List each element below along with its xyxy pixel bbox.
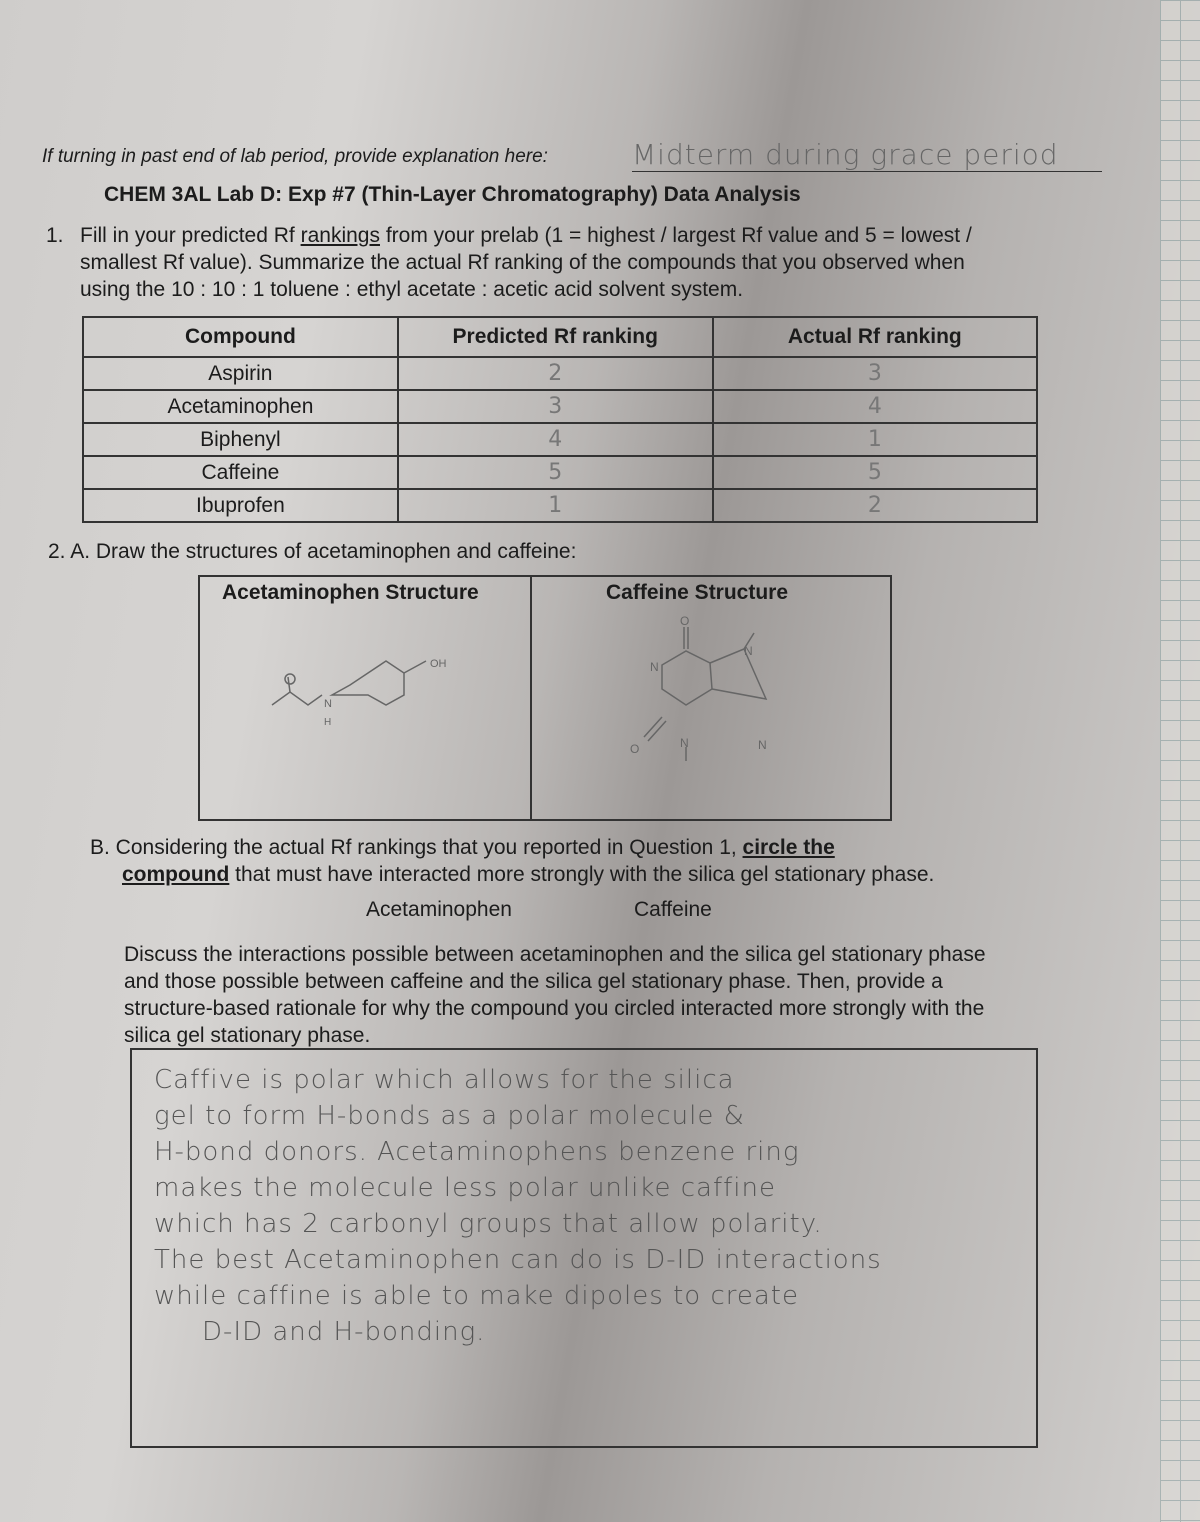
answer-line: H-bond donors. Acetaminophens benzene ring — [154, 1137, 800, 1167]
header-predicted: Predicted Rf ranking — [398, 317, 713, 357]
actual-cell: 4 — [713, 390, 1037, 423]
answer-line: while caffine is able to make dipoles to create — [154, 1281, 799, 1311]
compound-cell: Aspirin — [83, 357, 398, 390]
acetaminophen-header: Acetaminophen Structure — [222, 581, 479, 604]
answer-line: The best Acetaminophen can do is D-ID interactions — [154, 1245, 882, 1275]
page-title: CHEM 3AL Lab D: Exp #7 (Thin-Layer Chromatography) Data Analysis — [104, 183, 801, 206]
answer-line: gel to form H-bonds as a polar molecule & — [154, 1101, 745, 1131]
q1-text-underlined: rankings — [300, 224, 380, 247]
structures-box — [198, 575, 892, 821]
option-caffeine[interactable]: Caffeine — [634, 898, 712, 921]
predicted-cell: 1 — [398, 489, 713, 522]
caffeine-cell — [532, 577, 890, 819]
answer-line: Caffive is polar which allows for the silica — [154, 1065, 735, 1095]
atom-label: O — [680, 614, 690, 628]
rf-ranking-table — [82, 316, 1038, 523]
atom-label: N — [758, 738, 767, 752]
atom-label: N — [680, 736, 689, 750]
compound-cell: Caffeine — [83, 456, 398, 489]
qb-text-b: that must have interacted more strongly with the silica gel stationary phase. — [229, 863, 935, 886]
answer-line: which has 2 carbonyl groups that allow polarity. — [154, 1209, 823, 1239]
acetaminophen-structure-drawing — [200, 577, 530, 819]
graph-paper-edge — [1160, 0, 1200, 1522]
answer-line: makes the molecule less polar unlike caffine — [154, 1173, 776, 1203]
question-2a: 2. A. Draw the structures of acetaminophen and caffeine: — [48, 540, 577, 563]
predicted-cell: 4 — [398, 423, 713, 456]
header-actual: Actual Rf ranking — [713, 317, 1037, 357]
answer-box[interactable] — [130, 1048, 1038, 1448]
atom-label: O — [630, 742, 640, 756]
question-1 — [46, 222, 1006, 303]
q1-text-a: Fill in your predicted Rf — [80, 224, 301, 247]
answer-line: D-ID and H-bonding. — [202, 1317, 486, 1347]
actual-cell: 2 — [713, 489, 1037, 522]
q1-text-b: from your prelab (1 = highest / largest Rf value and 5 = lowest / smallest Rf value). Summarize the actual Rf ranking of the compounds that you observed when using the 10 : 10 : 1 toluene : ethyl acetate : acetic acid solvent system. — [80, 224, 972, 301]
discussion-prompt: Discuss the interactions possible between acetaminophen and the silica gel stationary phase and those possible between caffeine and the silica gel stationary phase. Then, provide a structure-based rationale for why the compound you circled interacted more strongly with the silica gel stationary phase. — [124, 943, 986, 1047]
late-explanation-answer: Midterm during grace period — [632, 138, 1102, 172]
actual-cell: 1 — [713, 423, 1037, 456]
header-compound: Compound — [83, 317, 398, 357]
atom-label: OH — [430, 658, 447, 670]
table-row — [83, 423, 1037, 456]
option-acetaminophen[interactable]: Acetaminophen — [366, 898, 512, 921]
actual-cell: 3 — [713, 357, 1037, 390]
table-row — [83, 489, 1037, 522]
table-row — [83, 357, 1037, 390]
predicted-cell: 3 — [398, 390, 713, 423]
atom-label: H — [324, 717, 332, 728]
question-text — [80, 222, 1006, 303]
predicted-cell: 2 — [398, 357, 713, 390]
question-2b — [90, 834, 1050, 888]
table-header-row — [83, 317, 1037, 357]
table-row — [83, 456, 1037, 489]
compound-cell: Ibuprofen — [83, 489, 398, 522]
atom-label: N — [650, 660, 659, 674]
predicted-cell: 5 — [398, 456, 713, 489]
table-row — [83, 390, 1037, 423]
qb-underlined-2: compound — [122, 863, 230, 886]
caffeine-structure-drawing — [532, 577, 890, 819]
actual-cell: 5 — [713, 456, 1037, 489]
atom-label: N — [744, 644, 753, 658]
qb-underlined-1: circle the — [742, 836, 835, 859]
question-number: 1. — [46, 224, 64, 247]
caffeine-header: Caffeine Structure — [606, 581, 789, 604]
acetaminophen-cell — [200, 577, 532, 819]
atom-label: N — [324, 698, 332, 710]
compound-cell: Acetaminophen — [83, 390, 398, 423]
compound-cell: Biphenyl — [83, 423, 398, 456]
late-explanation-label: If turning in past end of lab period, provide explanation here: — [42, 146, 548, 167]
qb-text-a: B. Considering the actual Rf rankings that you reported in Question 1, — [90, 836, 743, 859]
